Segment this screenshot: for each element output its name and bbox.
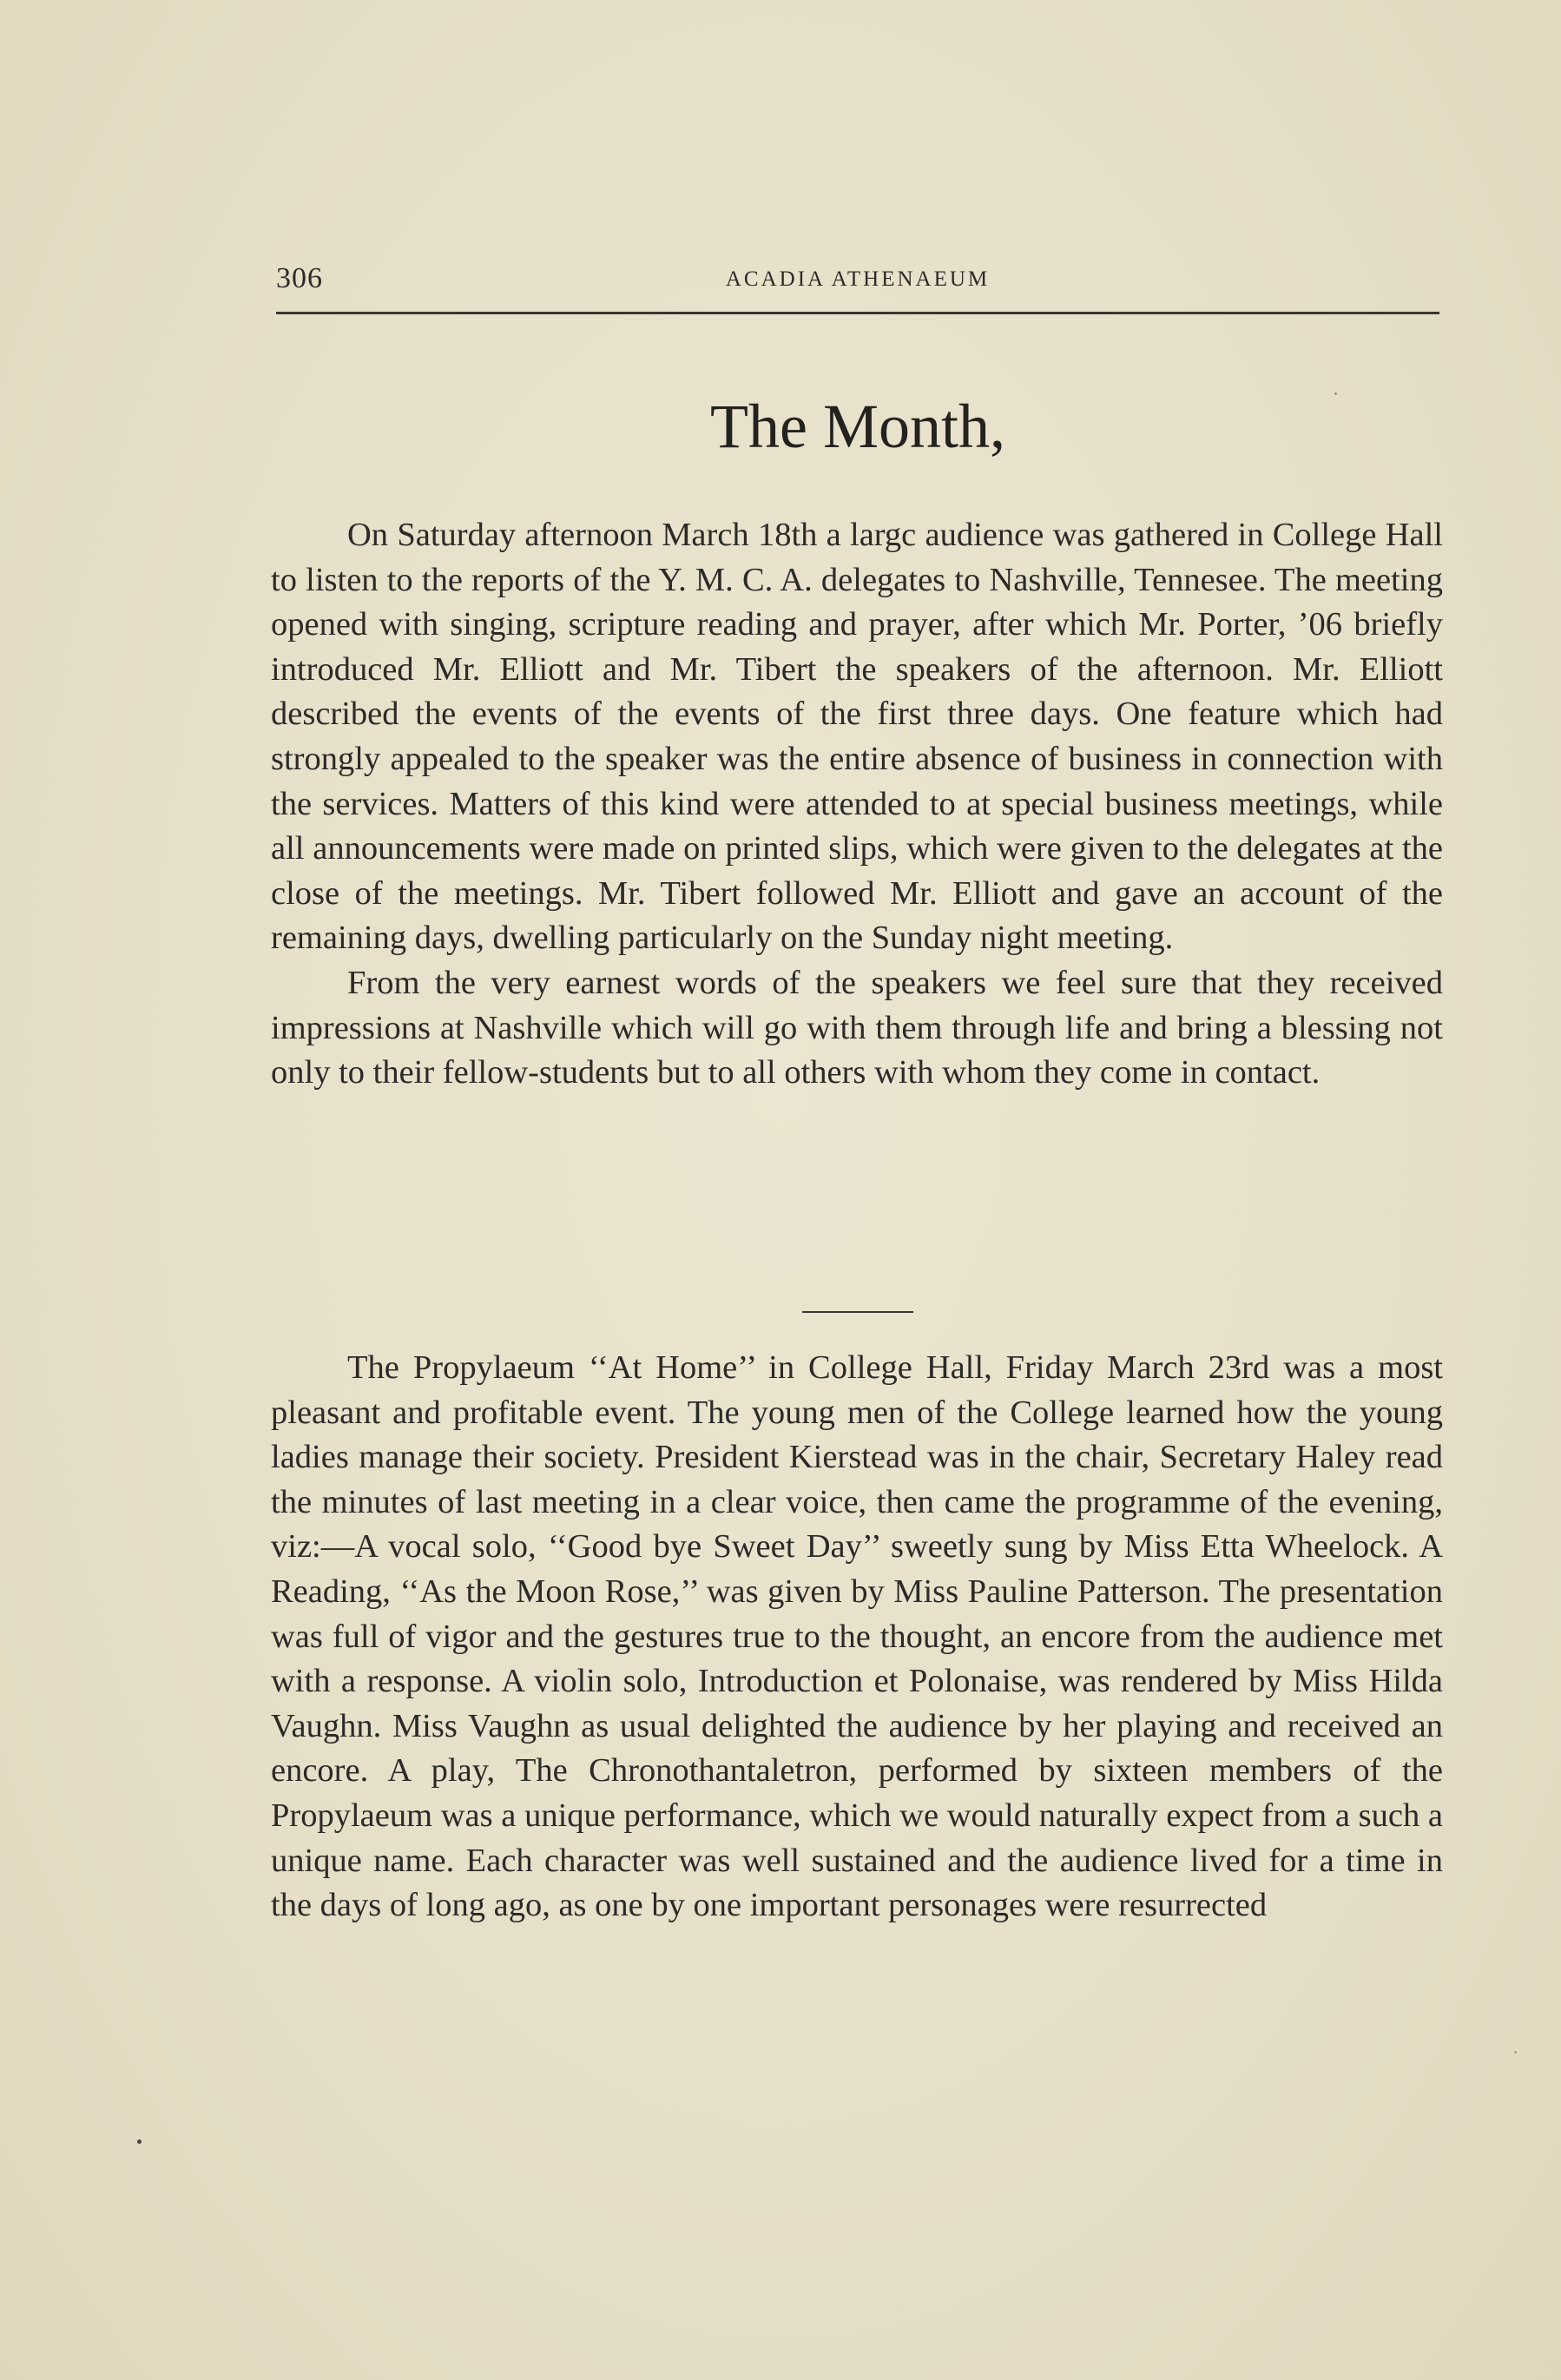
paragraph: From the very earnest words of the speakers we feel sure that they received impressions at Nashville which will go with them through life and bring a blessing not only to their fellow-students but to all others with whom they come in contact. [271,964,1443,1091]
running-head [276,260,1439,302]
header-rule [276,312,1439,314]
paper-speck [137,2139,142,2144]
article-propylaeum-at-home [271,1346,1443,1928]
section-title: The Month, [710,392,1005,461]
paragraph: The Propylaeum ‘‘At Home’’ in College Hall, Friday March 23rd was a most pleasant and profitable event. The young men of the College learned how the young ladies manage their society. President Kierstead was in the chair, Secretary Haley read the minutes of last meeting in a clear voice, then came the programme of the evening, viz:—A vocal solo, ‘‘Good bye Sweet Day’’ sweetly sung by Miss Etta Wheelock. A Reading, ‘‘As the Moon Rose,’’ was given by Miss Pauline Patterson. The presentation was full of vigor and the gestures true to the thought, an encore from the audience met with a response. A violin solo, Introduction et Polonaise, was rendered by Miss Hilda Vaughn. Miss Vaughn as usual delighted the audience by her playing and received an encore. A play, The Chronothantaletron, performed by sixteen members of the Propylaeum was a unique performance, which we would naturally expect from a such a unique name. Each character was well sustained and the audience lived for a time in the days of long ago, as one by one important personages were resurrected [271,1349,1443,1924]
page-number: 306 [276,262,323,294]
paper-speck [1334,392,1337,395]
paragraph: On Saturday afternoon March 18th a largc audience was gathered in College Hall to listen to the reports of the Y. M. C. A. delegates to Nashville, Tennesee. The meeting opened with singing, scripture reading and prayer, after which Mr. Porter, ’06 briefly introduced Mr. Elliott and Mr. Tibert the speakers of the afternoon. Mr. Elliott described the events of the events of the first three days. One feature which had strongly appealed to the speaker was the entire absence of business in connection with the services. Matters of this kind were attended to at special business meetings, while all announcements were made on printed slips, which were given to the delegates at the close of the meetings. Mr. Tibert followed Mr. Elliott and gave an account of the remaining days, dwelling particularly on the Sunday night meeting. [271,517,1443,957]
article-ymca-report [271,513,1443,1096]
paper-speck [1514,2051,1517,2054]
section-separator [802,1311,913,1313]
journal-name: ACADIA ATHENAEUM [725,267,991,291]
